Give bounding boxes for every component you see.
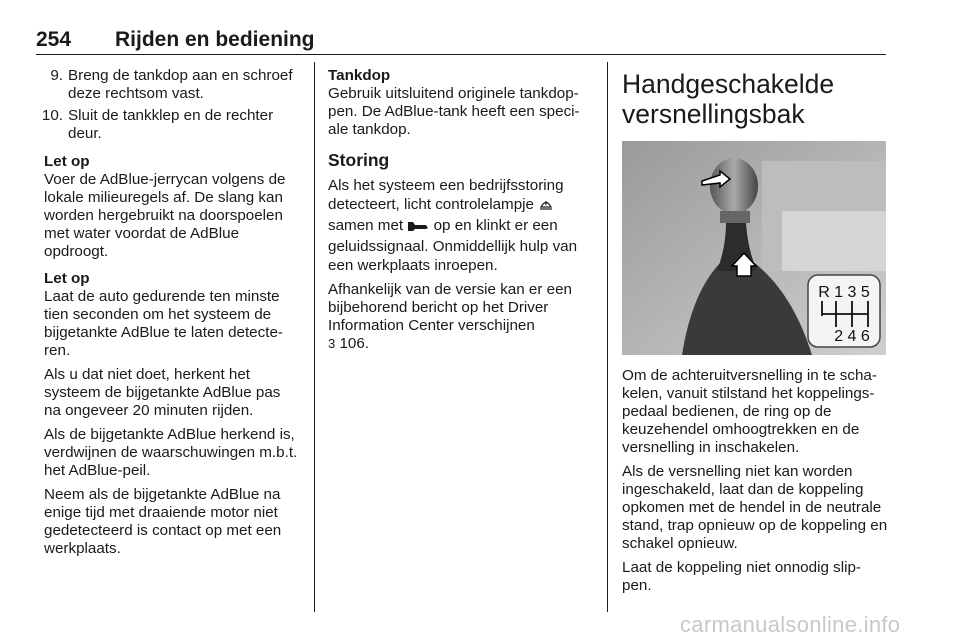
xref-page: 106. <box>339 335 370 352</box>
arrow-icon: 3 <box>328 336 336 351</box>
note-heading: Let op <box>44 153 90 170</box>
column-right <box>622 67 888 595</box>
note-text: Voer de AdBlue-jerrycan volgens de lokale milieuregels af. De slang kan worden hergebruikt na doorspoelen met water voordat de AdBlue opdroogt. <box>44 171 286 260</box>
note-text: Laat de auto gedurende ten minste tien seconden om het systeem de bijgetankte AdBlue te laten detecte-ren. <box>44 288 283 359</box>
column-divider <box>607 62 608 612</box>
column-left <box>36 67 298 558</box>
storing-heading: Storing <box>328 150 390 170</box>
page-header <box>36 26 886 55</box>
section-title: Handgeschakelde versnellingsbak <box>622 69 835 129</box>
gear-pattern-bottom: 2 4 6 <box>834 328 870 345</box>
watermark: carmanualsonline.info <box>680 612 901 637</box>
storing-text <box>328 176 594 275</box>
paragraph: Als u dat niet doet, herkent het systeem de bijgetankte AdBlue pas na ongeveer 20 minuten rijden. <box>44 366 281 419</box>
paragraph: Als de versnelling niet kan worden ingeschakeld, laat dan de koppeling opkomen met de hendel in de neutrale stand, trap opnieuw op de koppeling en schakel opnieuw. <box>622 463 888 552</box>
paragraph: Neem als de bijgetankte AdBlue na enige tijd met draaiende motor niet gedetecteerd is contact op met een werkplaats. <box>44 486 282 557</box>
step-9 <box>36 67 298 103</box>
column-divider <box>314 62 315 612</box>
paragraph: Afhankelijk van de versie kan er een bijbehorend bericht op het Driver Information Center verschijnen <box>328 281 572 334</box>
cross-reference[interactable] <box>328 335 594 353</box>
tankdop-heading: Tankdop <box>328 67 391 84</box>
adblue-warning-icon <box>538 196 554 216</box>
tankdop-text: Gebruik uitsluitend originele tankdop-pen. De AdBlue-tank heeft een speci-ale tankdop. <box>328 85 580 138</box>
step-number: 9. <box>50 67 63 84</box>
note-heading: Let op <box>44 270 90 287</box>
storing-text-c: op en klinkt er een geluidssignaal. Onmiddellijk hulp van een werkplaats inroepen. <box>328 217 578 274</box>
step-text: Sluit de tankklep en de rechter deur. <box>68 107 274 142</box>
step-number: 10. <box>41 107 63 124</box>
paragraph: Laat de koppeling niet onnodig slip-pen. <box>622 559 861 594</box>
page-number: 254 <box>36 28 72 51</box>
step-10 <box>36 107 298 143</box>
storing-text-b: samen met <box>328 217 404 234</box>
wrench-icon <box>407 218 429 237</box>
column-middle <box>328 67 594 353</box>
gear-pattern-top: R 1 3 5 <box>818 284 870 301</box>
paragraph: Om de achteruitversnelling in te scha-kelen, vanuit stilstand het koppelings-pedaal bedienen, de ring op de keuzehendel omhoogtrekken en de versnelling in inschakelen. <box>622 367 877 456</box>
paragraph: Als de bijgetankte AdBlue herkend is, verdwijnen de waarschuwingen m.b.t. het AdBlue-peil. <box>44 426 298 479</box>
step-text: Breng de tankdop aan en schroef deze rechtsom vast. <box>68 67 293 102</box>
gear-lever-photo <box>622 141 886 355</box>
chapter-title: Rijden en bediening <box>115 28 315 51</box>
storing-text-a: Als het systeem een bedrijfsstoring detecteert, licht controlelampje <box>328 177 564 213</box>
